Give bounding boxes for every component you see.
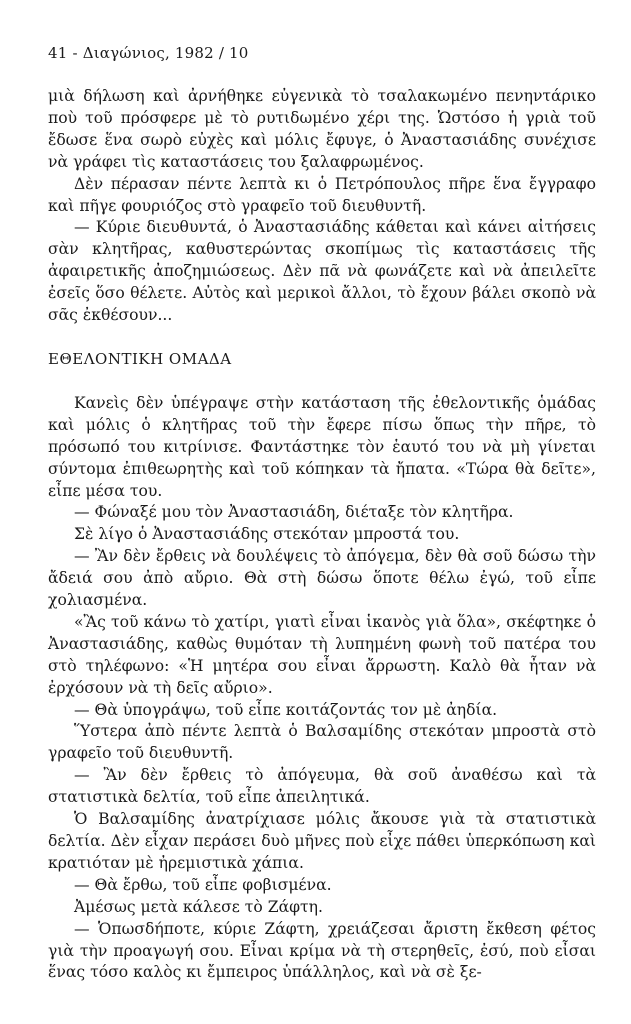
body-text bbox=[48, 86, 596, 984]
paragraph: — Κύριε διευθυντά, ὁ Ἀναστασιάδης κάθεται καὶ κάνει αἰτήσεις σὰν κλητῆρας, καθυστερώντας σκοπίμως τὶς καταστάσεις τῆς ἀφαιρετικῆς ἀποζημιώσεως. Δὲν πᾶ νὰ φωνάζετε καὶ νὰ ἀπειλεῖτε ἐσεῖς ὅσο θέλετε. Αὐτὸς καὶ μερικοὶ ἄλλοι, τὸ ἔχουν βάλει σκοπὸ νὰ σᾶς ἐκθέσουν... bbox=[48, 218, 596, 325]
paragraph: μιὰ δήλωση καὶ ἀρνήθηκε εὐγενικὰ τὸ τσαλακωμένο πενηντάρικο ποὺ τοῦ πρόσφερε μὲ τὸ ρυτιδωμένο χέρι της. Ὡστόσο ἡ γριὰ τοῦ ἔδωσε ἕνα σωρὸ εὐχὲς καὶ μόλις ἔφυγε, ὁ Ἀναστασιάδης συνέχισε νὰ γράφει τὶς καταστάσεις του ξαλαφρωμένος. bbox=[48, 87, 596, 171]
section-title: ΕΘΕΛΟΝΤΙΚΗ ΟΜΑΔΑ bbox=[48, 349, 232, 368]
paragraph: Σὲ λίγο ὁ Ἀναστασιάδης στεκόταν μπροστά του. bbox=[74, 525, 460, 544]
paragraph: — Θὰ ὑπογράψω, τοῦ εἶπε κοιτάζοντάς τον μὲ ἀηδία. bbox=[74, 700, 498, 719]
paragraph: — Θὰ ἔρθω, τοῦ εἶπε φοβισμένα. bbox=[74, 875, 332, 894]
paragraph: — Φώναξέ μου τὸν Ἀναστασιάδη, διέταξε τὸν κλητῆρα. bbox=[74, 503, 514, 522]
paragraph: Ὕστερα ἀπὸ πέντε λεπτὰ ὁ Βαλσαμίδης στεκόταν μπροστὰ στὸ γραφεῖο τοῦ διευθυντῆ. bbox=[48, 722, 596, 763]
running-head: 41 - Διαγώνιος, 1982 / 10 bbox=[48, 44, 249, 62]
paragraph: — Ἂν δὲν ἔρθεις τὸ ἀπόγευμα, θὰ σοῦ ἀναθέσω καὶ τὰ στατιστικὰ δελτία, τοῦ εἶπε ἀπειλητικά. bbox=[48, 766, 596, 807]
paragraph: Δὲν πέρασαν πέντε λεπτὰ κι ὁ Πετρόπουλος πῆρε ἕνα ἔγγραφο καὶ πῆγε φουριόζος στὸ γραφεῖο τοῦ διευθυντῆ. bbox=[48, 174, 596, 215]
paragraph: Κανεὶς δὲν ὑπέγραψε στὴν κατάσταση τῆς ἐθελοντικῆς ὁμάδας καὶ μόλις ὁ κλητῆρας τοῦ τὴν ἔφερε πίσω ὅπως τὴν πῆρε, τὸ πρόσωπό του κιτρίνισε. Φαντάστηκε τὸν ἑαυτό του νὰ μὴ γίνεται σύντομα ἐπιθεωρητὴς καὶ τοῦ κόπηκαν τὰ ἤπατα. «Τώρα θὰ δεῖτε», εἶπε μέσα του. bbox=[48, 393, 596, 500]
paragraph: Ἀμέσως μετὰ κάλεσε τὸ Ζάφτη. bbox=[74, 897, 323, 916]
paragraph: — Ὁπωσδήποτε, κύριε Ζάφτη, χρειάζεσαι ἄριστη ἔκθεση φέτος γιὰ τὴν προαγωγή σου. Εἶναι κρίμα νὰ τὴ στερηθεῖς, ἐσύ, ποὺ εἶσαι ἕνας τόσο καλὸς κι ἔμπειρος ὑπάλληλος, καὶ νὰ σὲ ξε- bbox=[48, 919, 596, 982]
paragraph: — Ἂν δὲν ἔρθεις νὰ δουλέψεις τὸ ἀπόγεμα, δὲν θὰ σοῦ δώσω τὴν ἄδειά σου ἀπὸ αὔριο. Θὰ στὴ δώσω ὅποτε θέλω ἐγώ, τοῦ εἶπε χολιασμένα. bbox=[48, 547, 596, 610]
paragraph: «Ἂς τοῦ κάνω τὸ χατίρι, γιατὶ εἶναι ἱκανὸς γιὰ ὅλα», σκέφτηκε ὁ Ἀναστασιάδης, καθὼς θυμόταν τὴ λυπημένη φωνὴ τοῦ πατέρα του στὸ τηλέφωνο: «Ἡ μητέρα σου εἶναι ἄρρωστη. Καλὸ θὰ ἦταν νὰ ἐρχόσουν νὰ τὴ δεῖς αὔριο». bbox=[48, 612, 596, 697]
paragraph: Ὁ Βαλσαμίδης ἀνατρίχιασε μόλις ἄκουσε γιὰ τὰ στατιστικὰ δελτία. Δὲν εἶχαν περάσει δυὸ μῆνες ποὺ εἶχε πάθει ὑπερκόπωση καὶ κρατιόταν μὲ ἠρεμιστικὰ χάπια. bbox=[48, 810, 596, 872]
